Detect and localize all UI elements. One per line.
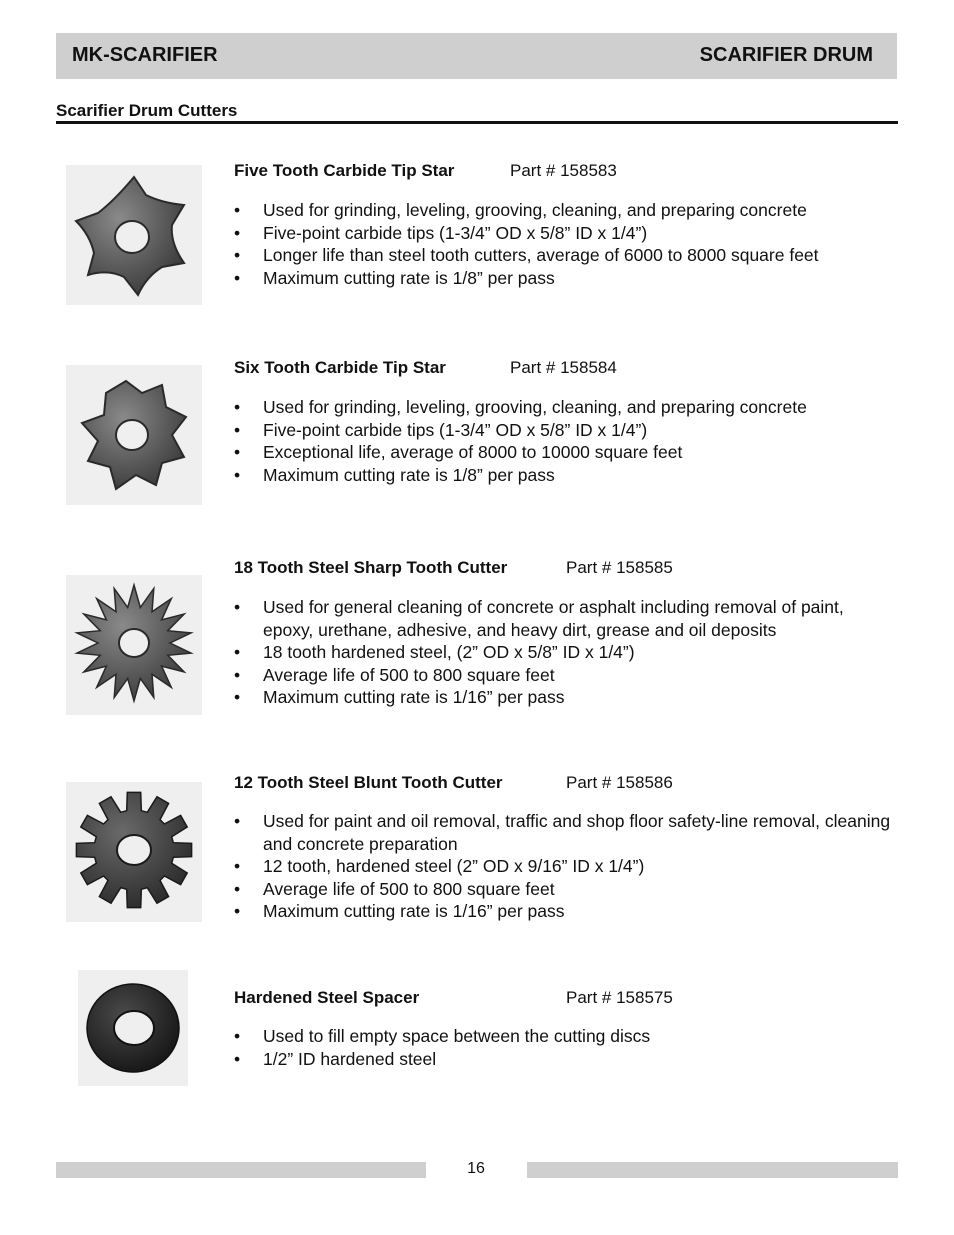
feature-list <box>234 199 894 289</box>
product-name: 12 Tooth Steel Blunt Tooth Cutter <box>234 773 503 792</box>
list-item: • 18 tooth hardened steel, (2” OD x 5/8” ID x 1/4”) <box>234 642 635 662</box>
steel-spacer-image <box>78 970 188 1086</box>
list-item: • Average life of 500 to 800 square feet <box>234 878 555 899</box>
list-item: • Used for grinding, leveling, grooving, cleaning, and preparing concrete <box>234 200 807 220</box>
list-item: • 12 tooth, hardened steel (2” OD x 9/16” ID x 1/4”) <box>234 856 645 876</box>
list-item: • Longer life than steel tooth cutters, average of 6000 to 8000 square feet <box>234 245 819 265</box>
list-item: • Used to fill empty space between the cutting discs <box>234 1026 651 1046</box>
product-name: Five Tooth Carbide Tip Star <box>234 161 455 180</box>
18-tooth-cutter-image <box>66 575 202 715</box>
header-title-right: SCARIFIER DRUM <box>699 44 873 66</box>
product-name: Six Tooth Carbide Tip Star <box>234 358 446 377</box>
list-item: • Used for paint and oil removal, traffic and shop floor safety-line removal, cleaning and concrete preparation <box>234 811 891 854</box>
five-tooth-star-graphic <box>66 165 202 305</box>
list-item: • Exceptional life, average of 8000 to 10000 square feet <box>234 442 683 462</box>
product-name: 18 Tooth Steel Sharp Tooth Cutter <box>234 558 508 577</box>
list-item: • Average life of 500 to 800 square feet <box>234 664 555 685</box>
six-tooth-star-graphic <box>66 365 202 505</box>
list-item: • Used for general cleaning of concrete or asphalt including removal of paint, epoxy, urethane, adhesive, and heavy dirt, grease and oil deposits <box>234 597 844 640</box>
five-tooth-star-image <box>66 165 202 305</box>
part-number: Part # 158583 <box>510 161 617 180</box>
six-tooth-star-image <box>66 365 202 505</box>
section-divider <box>56 121 898 124</box>
section-title: Scarifier Drum Cutters <box>56 101 238 120</box>
feature-list <box>234 1025 894 1070</box>
feature-list <box>234 596 894 709</box>
list-item: • Maximum cutting rate is 1/16” per pass <box>234 901 565 921</box>
steel-spacer-graphic <box>78 970 188 1086</box>
feature-list <box>234 396 894 486</box>
list-item: • Maximum cutting rate is 1/8” per pass <box>234 267 555 288</box>
footer-bar-left <box>56 1162 426 1178</box>
part-number: Part # 158586 <box>566 773 673 792</box>
feature-list <box>234 810 894 923</box>
12-tooth-cutter-image <box>66 782 202 922</box>
list-item: • Five-point carbide tips (1-3/4” OD x 5/8” ID x 1/4”) <box>234 419 648 440</box>
product-name: Hardened Steel Spacer <box>234 988 420 1007</box>
footer-bar-right <box>527 1162 898 1178</box>
list-item: • 1/2” ID hardened steel <box>234 1048 437 1069</box>
page-number: 16 <box>467 1160 485 1177</box>
18-tooth-cutter-graphic <box>66 575 202 715</box>
header-title-left: MK-SCARIFIER <box>72 44 218 66</box>
part-number: Part # 158585 <box>566 558 673 577</box>
part-number: Part # 158575 <box>566 988 673 1007</box>
list-item: • Used for grinding, leveling, grooving, cleaning, and preparing concrete <box>234 397 807 417</box>
list-item: • Maximum cutting rate is 1/8” per pass <box>234 464 555 485</box>
list-item: • Five-point carbide tips (1-3/4” OD x 5/8” ID x 1/4”) <box>234 222 648 243</box>
part-number: Part # 158584 <box>510 358 617 377</box>
12-tooth-cutter-graphic <box>66 782 202 922</box>
list-item: • Maximum cutting rate is 1/16” per pass <box>234 687 565 707</box>
